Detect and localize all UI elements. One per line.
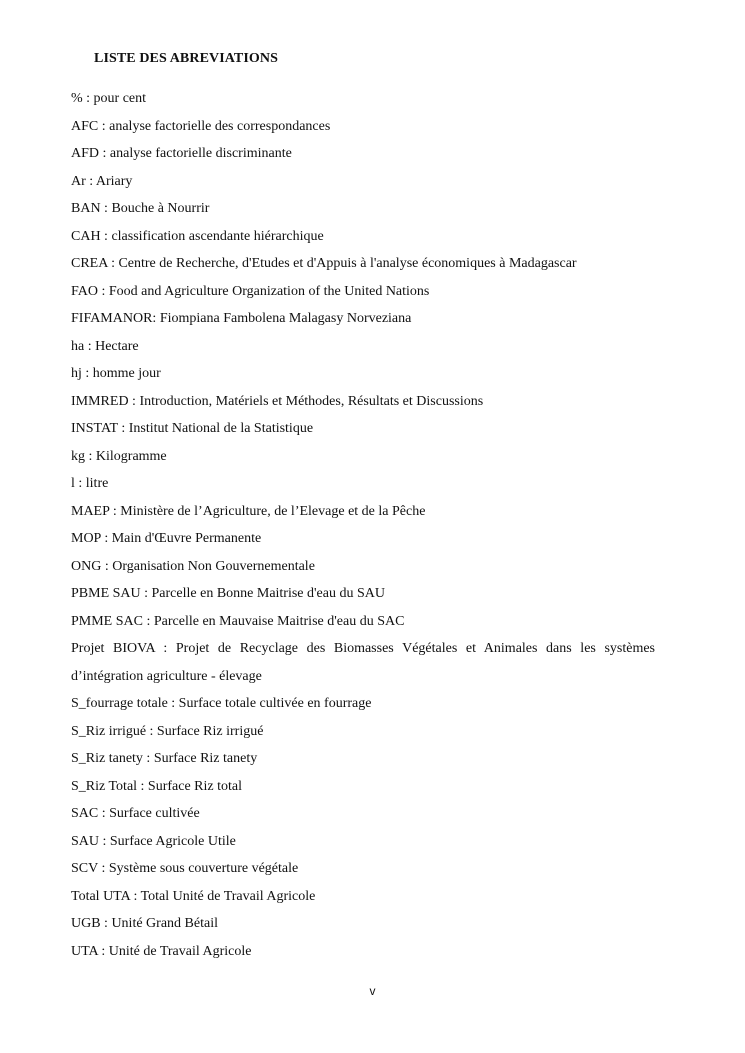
list-item: S_Riz tanety : Surface Riz tanety (71, 751, 258, 766)
list-item: PMME SAC : Parcelle en Mauvaise Maitrise d'eau du SAC (71, 613, 405, 629)
list-item: S_fourrage totale : Surface totale cultivée en fourrage (71, 696, 372, 711)
list-item: S_Riz Total : Surface Riz total (71, 778, 243, 794)
list-item: FAO : Food and Agriculture Organization of the United Nations (71, 283, 430, 299)
list-item: CAH : classification ascendante hiérarchique (71, 228, 324, 244)
list-item: INSTAT : Institut National de la Statistique (71, 421, 314, 436)
list-item: Total UTA : Total Unité de Travail Agricole (71, 888, 316, 904)
list-item: % : pour cent (71, 91, 147, 106)
list-item: l : litre (71, 476, 109, 491)
list-item: ha : Hectare (71, 338, 139, 354)
list-item: AFC : analyse factorielle des correspondances (71, 118, 331, 134)
list-item: hj : homme jour (71, 366, 161, 381)
list-item: UTA : Unité de Travail Agricole (71, 943, 252, 959)
page-number: v (369, 984, 376, 998)
list-item: FIFAMANOR: Fiompiana Fambolena Malagasy Norveziana (71, 311, 412, 326)
list-item: AFD : analyse factorielle discriminante (71, 146, 292, 161)
list-item: PBME SAU : Parcelle en Bonne Maitrise d'eau du SAU (71, 586, 385, 601)
list-item: kg : Kilogramme (71, 448, 167, 464)
list-item: BAN : Bouche à Nourrir (71, 201, 210, 216)
list-item: IMMRED : Introduction, Matériels et Méthodes, Résultats et Discussions (71, 393, 484, 409)
page-title: LISTE DES ABREVIATIONS (94, 51, 279, 66)
list-item: SAU : Surface Agricole Utile (71, 833, 236, 849)
list-item: UGB : Unité Grand Bétail (71, 916, 218, 931)
list-item: MOP : Main d'Œuvre Permanente (71, 531, 262, 546)
abbreviation-list (71, 85, 655, 965)
list-item: ONG : Organisation Non Gouvernementale (71, 558, 315, 574)
list-item: MAEP : Ministère de l’Agriculture, de l’Elevage et de la Pêche (71, 503, 426, 519)
list-item: SCV : Système sous couverture végétale (71, 861, 299, 876)
list-item: Projet BIOVA : Projet de Recyclage des Biomasses Végétales et Animales dans les systèmes d’intégration agriculture - élevage (71, 641, 655, 684)
list-item: S_Riz irrigué : Surface Riz irrigué (71, 723, 264, 739)
list-item: CREA : Centre de Recherche, d'Etudes et d'Appuis à l'analyse économiques à Madagascar (71, 256, 577, 271)
list-item: Ar : Ariary (71, 173, 133, 189)
list-item: SAC : Surface cultivée (71, 806, 200, 821)
